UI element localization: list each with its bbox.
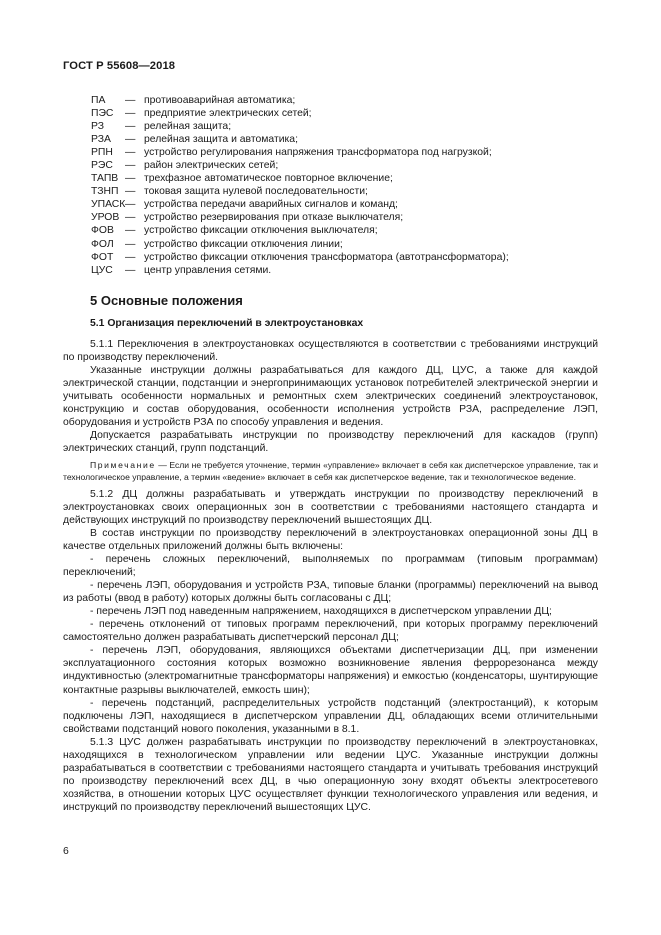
list-item: - перечень ЛЭП под наведенным напряжением, находящихся в диспетчерском управлении ДЦ; <box>90 606 552 618</box>
abbreviation-dash: — <box>125 251 136 263</box>
abbreviation-row <box>91 251 591 264</box>
document-header: ГОСТ Р 55608—2018 <box>63 60 176 72</box>
list-item: - перечень подстанций, распределительных устройств подстанций (электростанций), к которым подключены ЛЭП, находящиеся в диспетчерском управлении ДЦ, обладающих всеми отличительными свойствами подстанций нового поколения, указанными в 8.1. <box>63 697 598 735</box>
abbreviation-code: ТАПВ <box>91 173 119 185</box>
abbreviation-definition: противоаварийная автоматика; <box>144 95 296 106</box>
abbreviation-dash: — <box>125 108 136 120</box>
body-text <box>63 338 598 814</box>
abbreviation-code: РЗ <box>91 121 104 133</box>
abbreviation-definition: устройство резервирования при отказе выключателя; <box>144 212 404 224</box>
paragraph: Указанные инструкции должны разрабатываться для каждого ДЦ, ЦУС, а также для каждой электрической станции, подстанции и энергопринимающих установок потребителей электрической энергии и учитывать особенности нормальных и ремонтных схем электрических соединений электроустановок, конструкцию и состав оборудования, особенности исполнения устройств РЗА, распределение ЛЭП, оборудования и устройств РЗА по способу управления и ведения. <box>63 365 598 429</box>
abbreviation-dash: — <box>125 186 136 198</box>
abbreviation-definition: предприятие электрических сетей; <box>144 108 312 120</box>
abbreviation-definition: центр управления сетями. <box>144 264 272 276</box>
abbreviation-row <box>91 185 591 198</box>
abbreviation-dash: — <box>125 95 136 106</box>
abbreviation-row <box>91 133 591 146</box>
abbreviation-definition: устройство регулирования напряжения трансформатора под нагрузкой; <box>144 147 492 159</box>
abbreviation-dash: — <box>125 238 136 250</box>
paragraph: 5.1.2 ДЦ должны разрабатывать и утверждать инструкции по производству переключений в электроустановках своих операционных зон в соответствии с требованиями настоящего стандарта и действующих инструкций по производству переключений вышестоящих ДЦ. <box>63 488 598 526</box>
abbreviation-code: ФОТ <box>91 251 114 263</box>
list-item: - перечень ЛЭП, оборудования и устройств РЗА, типовые бланки (программы) переключений на вывод из работы (ввод в работу) которых должны быть согласованы с ДЦ; <box>63 580 598 605</box>
abbreviation-dash: — <box>125 264 136 276</box>
abbreviation-dash: — <box>125 160 136 172</box>
abbreviation-row <box>91 107 591 120</box>
note-text: — Если не требуется уточнение, термин «управление» включает в себя как диспетчерское управление, так и технологическое управление, а термин «ведение» включает в себя как диспетчерское ведение, так и технологическое ведение. <box>63 460 598 482</box>
abbreviation-code: УПАСК <box>91 199 126 211</box>
abbreviation-row <box>91 120 591 133</box>
abbreviation-row <box>91 264 591 277</box>
abbreviation-dash: — <box>125 147 136 159</box>
abbreviation-definition: устройство фиксации отключения выключателя; <box>144 225 378 237</box>
abbreviation-code: РЭС <box>91 160 113 172</box>
list-item: - перечень сложных переключений, выполняемых по программам (типовым программам) переключений; <box>63 554 598 579</box>
abbreviation-dash: — <box>125 199 136 211</box>
abbreviation-code: ФОЛ <box>91 238 114 250</box>
abbreviation-code: ПА <box>91 95 106 106</box>
abbreviation-definition: район электрических сетей; <box>144 160 279 172</box>
list-item: - перечень ЛЭП, оборудования, являющихся объектами диспетчеризации ДЦ, при изменении эксплуатационного состояния которых возможно возникновение явления феррорезонанса между индуктивностью (электромагнитные трансформаторы напряжения) и емкостью (конденсаторы, шунтирующие контактные разрывы выключателей, емкость шин); <box>63 645 598 696</box>
abbreviation-definition: релейная защита и автоматика; <box>144 134 298 146</box>
abbreviation-dash: — <box>125 121 136 133</box>
abbreviation-definition: трехфазное автоматическое повторное включение; <box>144 173 393 185</box>
abbreviation-dash: — <box>125 173 136 185</box>
abbreviation-code: РПН <box>91 147 113 159</box>
abbreviation-list <box>91 94 591 277</box>
note <box>63 460 598 482</box>
abbreviation-code: ФОВ <box>91 225 114 237</box>
abbreviation-row <box>91 211 591 224</box>
paragraph: В состав инструкции по производству переключений в электроустановках операционной зоны ДЦ в качестве отдельных приложений должны быть включены: <box>63 527 598 553</box>
abbreviation-definition: устройство фиксации отключения трансформатора (автотрансформатора); <box>144 251 509 263</box>
abbreviation-row <box>91 94 591 107</box>
note-label: Примечание <box>90 460 156 471</box>
abbreviation-row <box>91 159 591 172</box>
abbreviation-definition: устройства передачи аварийных сигналов и команд; <box>144 199 398 211</box>
abbreviation-dash: — <box>125 225 136 237</box>
abbreviation-code: ПЭС <box>91 108 114 120</box>
abbreviation-code: ЦУС <box>91 264 113 276</box>
abbreviation-code: ТЗНП <box>91 186 119 198</box>
subsection-title: 5.1 Организация переключений в электроустановках <box>90 318 364 329</box>
section-title: 5 Основные положения <box>90 293 243 308</box>
abbreviation-row <box>91 198 591 211</box>
abbreviation-code: РЗА <box>91 134 111 146</box>
abbreviation-dash: — <box>125 134 136 146</box>
abbreviation-row <box>91 238 591 251</box>
abbreviation-row <box>91 172 591 185</box>
abbreviation-definition: релейная защита; <box>144 121 232 133</box>
abbreviation-definition: устройство фиксации отключения линии; <box>144 238 343 250</box>
paragraph: 5.1.1 Переключения в электроустановках осуществляются в соответствии с требованиями инструкций по производству переключений. <box>63 339 598 364</box>
paragraph: 5.1.3 ЦУС должен разрабатывать инструкции по производству переключений в электроустановках, находящихся в технологическом управлении или ведении ЦУС. Указанные инструкции должны разрабатываться в соответствии с требованиями настоящего стандарта и учитывать требования инструкций по производству переключений всех ДЦ, в чью операционную зону входят объекты электросетевого хозяйства, в отношении которых ЦУС осуществляет функции технологического управления или ведения, и инструкций по производству переключений вышестоящих ЦУС. <box>63 736 598 813</box>
list-item: - перечень отклонений от типовых программ переключений, при которых программу переключений самостоятельно должен разрабатывать диспетчерский персонал ДЦ; <box>63 619 598 644</box>
abbreviation-row <box>91 146 591 159</box>
paragraph: Допускается разрабатывать инструкции по производству переключений для каскадов (групп) электрических станций, групп подстанций. <box>63 430 598 455</box>
abbreviation-definition: токовая защита нулевой последовательности; <box>144 186 368 198</box>
page-number: 6 <box>63 846 69 857</box>
abbreviation-row <box>91 224 591 237</box>
abbreviation-code: УРОВ <box>91 212 120 224</box>
abbreviation-dash: — <box>125 212 136 224</box>
